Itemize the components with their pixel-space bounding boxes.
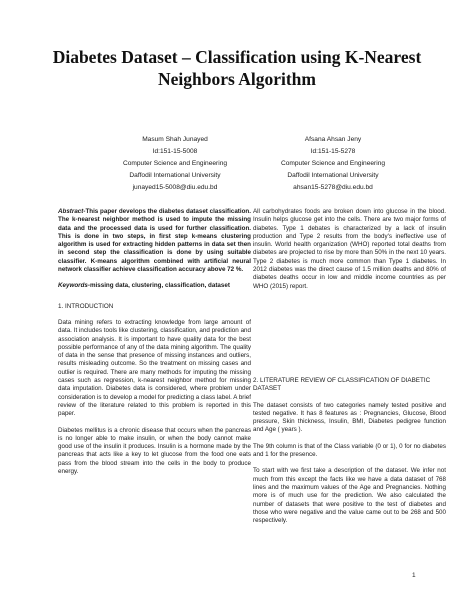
author-department: Computer Science and Engineering [122, 160, 228, 167]
abstract [58, 208, 251, 274]
abstract-text: This paper develops the diabetes dataset classification. The k-nearest neighbor method is used to impute the missing data and the processed data is used for further classification. This is done in two steps, in first step k-means clustering algorithm is used for extracting hidden patterns in data set then in second step the classification is done by using suitable classifier. K-means algorithm combined with artificial neural network classifier achieve classification accuracy above 72 %. [58, 208, 251, 274]
author-id: Id:151-15-5278 [310, 148, 356, 155]
paragraph: The dataset consists of two categories namely tested positive and tested negative. It has 8 features as : Pregnancies, Glucose, Blood pressure, Skin thickness, Insulin, BMI, Diabetes pedigree function and Age ( years ). [253, 401, 446, 434]
page-number: 1 [412, 572, 416, 579]
author-name: Masum Shah Junayed [142, 136, 208, 143]
section-heading-literature-review: 2. LITERATURE REVIEW OF CLASSIFICATION OF DIABETIC DATASET [253, 376, 431, 393]
author-university: Daffodil International University [129, 172, 221, 179]
keywords-label: Keywords- [58, 282, 90, 290]
right-column [253, 208, 446, 533]
author-university: Daffodil International University [287, 172, 379, 179]
author-name: Afsana Ahsan Jeny [304, 136, 362, 143]
paper-title: Diabetes Dataset – Classification using K-Nearest Neighbors Algorithm [52, 47, 422, 89]
abstract-label: Abstract- [58, 208, 86, 215]
keywords [58, 282, 251, 290]
paragraph: All carbohydrates foods are broken down into glucose in the blood. Insulin helps glucose get into the cells. There are two major forms of diabetes. Type 1 debates is characterized by a lack of insulin production and Type 2 results from the body's ineffective use of insulin. World health organization (WHO) reported total deaths from diabetes are projected to rise by more than 50% in the next 10 years. Type 2 diabetes is much more common than Type 1 diabetes. In 2012 diabetes was the direct cause of 1.5 million deaths and 80% of diabetes deaths occur in low and middle income countries as per WHO (2015) report. [253, 208, 446, 290]
author-email: ahsan15-5278@diu.edu.bd [293, 184, 373, 191]
paragraph: Diabetes mellitus is a chronic disease that occurs when the pancreas is no longer able to make insulin, or when the body cannot make good use of the insulin it produces. Insulin is a hormone made by the pancreas that acts like a key to let glucose from the food one eats pass from the blood stream into the cells in the body to produce energy. [58, 426, 251, 476]
paragraph: Data mining refers to extracting knowledge from large amount of data. It includes tools like clustering, classification, and prediction and association analysis. It is important to have quality data for the best possible performance of any of the data mining algorithm. The quality of data in the sense that presence of missing instances and outliers, results misleading outcome. So the treatment on missing cases and outlier is required. There are many methods for imputing the missing cases such as regression, k-nearest neighbor method for missing data imputation. Diabetes data is considered, where problem under consideration is to develop a model for predicting a class label. A brief review of the literature related to this problem is reported in this paper. [58, 318, 251, 418]
keywords-text: missing data, clustering, classification, dataset [89, 282, 230, 290]
author-department: Computer Science and Engineering [280, 160, 386, 167]
paragraph: To start with we first take a description of the dataset. We infer not much from this except the facts like we have a data dataset of 768 lines and the maximum values of the Age and Pregnancies. Nothing more is of much use for the prediction. We also calculated the number of datasets that were positive to the test of diabetes and those who were negative and the value came out to be 268 and 500 respectively. [253, 467, 446, 525]
author-id: Id:151-15-5008 [152, 148, 198, 155]
paragraph: The 9th column is that of the Class variable (0 or 1), 0 for no diabetes and 1 for the presence. [253, 442, 446, 459]
section-heading-introduction: 1. INTRODUCTION [58, 302, 114, 310]
left-column [58, 208, 251, 484]
author-email: junayed15-5008@diu.edu.bd [132, 184, 218, 191]
author-block-1 [90, 134, 260, 194]
author-block-2 [248, 134, 418, 194]
